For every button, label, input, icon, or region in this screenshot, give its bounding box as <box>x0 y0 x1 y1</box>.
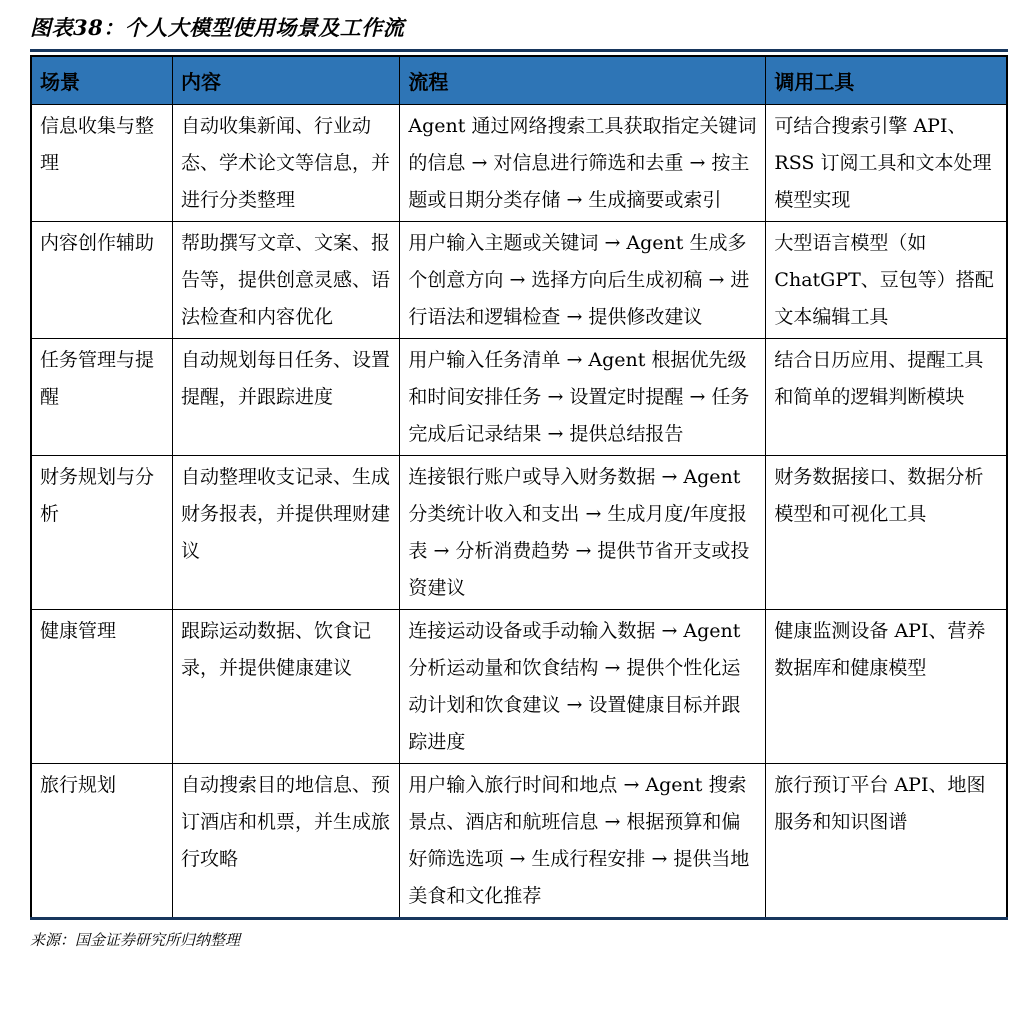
process-cell: 用户输入任务清单 → Agent 根据优先级和时间安排任务 → 设置定时提醒 → 任务完成后记录结果 → 提供总结报告 <box>400 339 766 456</box>
table-header-row <box>31 56 1007 105</box>
tools-cell: 结合日历应用、提醒工具和简单的逻辑判断模块 <box>766 339 1007 456</box>
tools-cell: 大型语言模型（如 ChatGPT、豆包等）搭配文本编辑工具 <box>766 222 1007 339</box>
tools-cell: 可结合搜索引擎 API、RSS 订阅工具和文本处理模型实现 <box>766 105 1007 222</box>
usage-scenarios-table <box>30 55 1008 920</box>
scene-cell: 内容创作辅助 <box>31 222 173 339</box>
content-cell: 跟踪运动数据、饮食记录，并提供健康建议 <box>173 610 400 764</box>
table-row <box>31 339 1007 456</box>
figure-title: 图表38：个人大模型使用场景及工作流 <box>30 15 405 40</box>
content-cell: 自动收集新闻、行业动态、学术论文等信息，并进行分类整理 <box>173 105 400 222</box>
process-cell: 连接运动设备或手动输入数据 → Agent 分析运动量和饮食结构 → 提供个性化运动计划和饮食建议 → 设置健康目标并跟踪进度 <box>400 610 766 764</box>
process-cell: 用户输入旅行时间和地点 → Agent 搜索景点、酒店和航班信息 → 根据预算和偏好筛选选项 → 生成行程安排 → 提供当地美食和文化推荐 <box>400 764 766 919</box>
title-divider <box>30 49 1008 52</box>
content-cell: 自动整理收支记录、生成财务报表，并提供理财建议 <box>173 456 400 610</box>
content-cell: 自动规划每日任务、设置提醒，并跟踪进度 <box>173 339 400 456</box>
source-attribution: 来源：国金证券研究所归纳整理 <box>30 931 241 949</box>
column-header-content: 内容 <box>173 56 400 105</box>
process-cell: 用户输入主题或关键词 → Agent 生成多个创意方向 → 选择方向后生成初稿 → 进行语法和逻辑检查 → 提供修改建议 <box>400 222 766 339</box>
content-cell: 帮助撰写文章、文案、报告等，提供创意灵感、语法检查和内容优化 <box>173 222 400 339</box>
table-row <box>31 456 1007 610</box>
scene-cell: 任务管理与提醒 <box>31 339 173 456</box>
tools-cell: 旅行预订平台 API、地图服务和知识图谱 <box>766 764 1007 919</box>
scene-cell: 信息收集与整理 <box>31 105 173 222</box>
table-row <box>31 610 1007 764</box>
scene-cell: 旅行规划 <box>31 764 173 919</box>
process-cell: Agent 通过网络搜索工具获取指定关键词的信息 → 对信息进行筛选和去重 → 按主题或日期分类存储 → 生成摘要或索引 <box>400 105 766 222</box>
column-header-tools: 调用工具 <box>766 56 1007 105</box>
table-row <box>31 222 1007 339</box>
table-row <box>31 105 1007 222</box>
table-row <box>31 764 1007 919</box>
process-cell: 连接银行账户或导入财务数据 → Agent 分类统计收入和支出 → 生成月度/年度报表 → 分析消费趋势 → 提供节省开支或投资建议 <box>400 456 766 610</box>
column-header-scene: 场景 <box>31 56 173 105</box>
column-header-process: 流程 <box>400 56 766 105</box>
tools-cell: 财务数据接口、数据分析模型和可视化工具 <box>766 456 1007 610</box>
content-cell: 自动搜索目的地信息、预订酒店和机票，并生成旅行攻略 <box>173 764 400 919</box>
scene-cell: 财务规划与分析 <box>31 456 173 610</box>
tools-cell: 健康监测设备 API、营养数据库和健康模型 <box>766 610 1007 764</box>
scene-cell: 健康管理 <box>31 610 173 764</box>
